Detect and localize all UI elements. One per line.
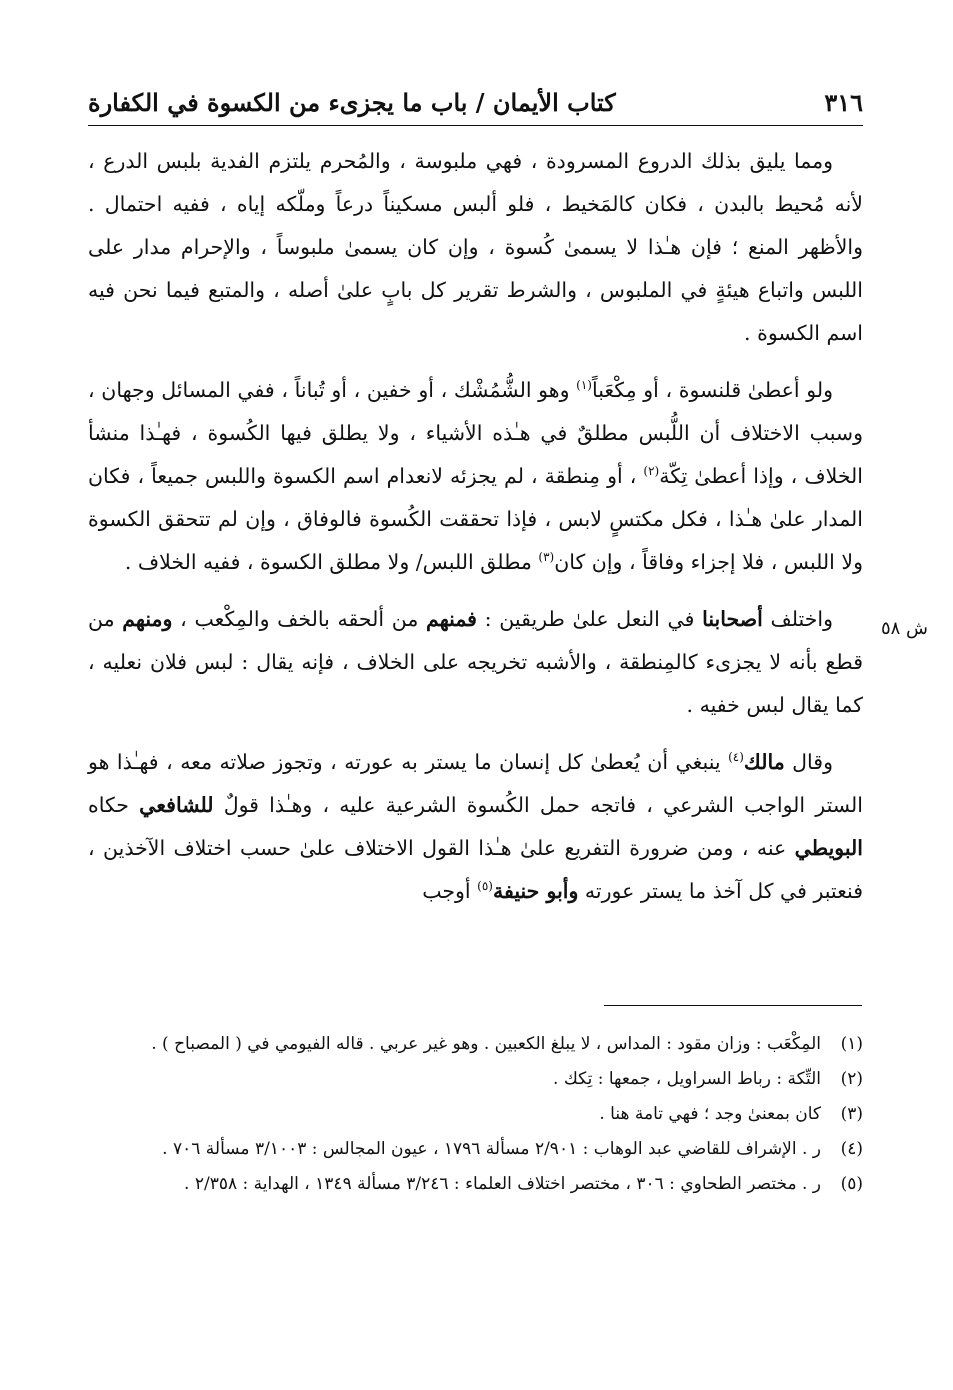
footnote-4 [88, 1135, 863, 1164]
bold-name: البويطي [794, 836, 863, 860]
page-header [88, 80, 863, 126]
footnote-text: ر . مختصر الطحاوي : ٣٠٦ ، مختصر اختلاف العلماء : ٣/٢٤٦ مسألة ١٣٤٩ ، الهداية : ٢/٣٥٨ . [184, 1174, 821, 1194]
footnote-text: المِكْعَب : وزان مقود : المداس ، لا يبلغ الكعبين . وهو غير عربي . قاله الفيومي في ( المصباح ) . [151, 1034, 821, 1054]
text-run: ولو أعطىٰ قلنسوة ، أو مِكْعَباً [591, 378, 834, 402]
bold-term: فمنهم [426, 607, 477, 631]
footnote-ref-4[interactable]: (٤) [728, 750, 744, 765]
footnote-ref-1[interactable]: (١) [576, 378, 592, 393]
text-run: وهو الشُّمُشْك ، أو خفين ، أو تُباناً ، ففي المسائل وجهان ، وسبب الاختلاف أن اللُّبس مطلقٌ في هـٰذه الأشياء ، ولا يطلق فيها الكُسوة ، فهـٰذا منشأ الخلاف ، وإذا أعطىٰ تِكّة [88, 378, 863, 488]
footnote-3 [88, 1100, 863, 1129]
footnote-2 [88, 1065, 863, 1094]
text-run: حكاه [88, 793, 140, 817]
footnote-number: (٥) [840, 1174, 863, 1194]
footnote-text: ر . الإشراف للقاضي عبد الوهاب : ٢/٩٠١ مسألة ١٧٩٦ ، عيون المجالس : ٣/١٠٠٣ مسألة ٧٠٦ . [162, 1139, 821, 1159]
footnotes [88, 1030, 863, 1205]
paragraph-3 [88, 598, 863, 727]
paragraph-4 [88, 741, 863, 913]
text-run: من قطع بأنه لا يجزىء كالمِنطقة ، والأشبه تخريجه على الخلاف ، فإنه يقال : لبس فلان نعليه ، كما يقال لبس خفيه . [88, 607, 863, 717]
footnote-number: (٣) [840, 1104, 863, 1124]
text-run: مطلق اللبس/ ولا مطلق الكسوة ، ففيه الخلاف . [124, 550, 539, 574]
text-run: أوجب [422, 879, 478, 903]
margin-folio-note: ش ٥٨ [880, 618, 928, 639]
text-run: وقال [784, 750, 833, 774]
text-run: من ألحقه بالخف والمِكْعب ، [172, 607, 427, 631]
footnote-ref-2[interactable]: (٢) [643, 464, 660, 479]
bold-name: وأبو حنيفة [492, 879, 579, 903]
text-run: ومما يليق بذلك الدروع المسرودة ، فهي ملبوسة ، والمُحرم يلتزم الفدية بلبس الدرع ، لأنه مُحيط بالبدن ، فكان كالمَخيط ، فلو ألبس مسكيناً درعاً وملّكه إياه ، ففيه احتمال . والأظهر المنع ؛ فإن هـٰذا لا يسمىٰ كُسوة ، وإن كان يسمىٰ ملبوساً ، والإحرام مدار على اللبس واتباع هيئةٍ في الملبوس ، والشرط تقرير كل بابٍ علىٰ أصله ، والمتبع فيما نحن فيه اسم الكسوة . [88, 149, 863, 345]
page-number: ٣١٦ [824, 88, 863, 117]
footnote-number: (٢) [840, 1069, 863, 1089]
footnote-number: (١) [840, 1034, 863, 1054]
paragraph-2 [88, 369, 863, 584]
text-run: ، أو مِنطقة ، لم يجزئه لانعدام اسم الكسوة واللبس جميعاً ، فكان المدار علىٰ هـٰذا ، فكل مكتسٍ لابس ، فإذا تحققت الكُسوة فالوفاق ، وإن لم تتحقق الكسوة ولا اللبس ، فلا إجزاء وفاقاً ، وإن كان [88, 464, 863, 574]
footnote-1 [88, 1030, 863, 1059]
text-run: في النعل علىٰ طريقين : [476, 607, 703, 631]
footnote-5 [88, 1170, 863, 1199]
paragraph-1 [88, 140, 863, 355]
text-run: ينبغي أن يُعطىٰ كل إنسان ما يستر به عورته ، وتجوز صلاته معه ، فهـٰذا هو الستر الواجب الشرعي ، فاتجه حمل الكُسوة الشرعية عليه ، وهـٰذا قولٌ [88, 750, 863, 817]
footnote-number: (٤) [840, 1139, 863, 1159]
bold-name: مالك [743, 750, 785, 774]
footnote-ref-3[interactable]: (٣) [538, 550, 555, 565]
footnote-ref-5[interactable]: (٥) [477, 879, 493, 894]
running-title: كتاب الأيمان / باب ما يجزىء من الكسوة في الكفارة [88, 88, 616, 117]
bold-term: ومنهم [122, 607, 173, 631]
text-run: عنه ، ومن ضرورة التفريع علىٰ هـٰذا القول الاختلاف علىٰ حسب اختلاف الآخذين ، فنعتبر في كل آخذ ما يستر عورته [88, 836, 863, 903]
bold-term: أصحابنا [702, 607, 763, 631]
footnote-text: كان بمعنىٰ وجد ؛ فهي تامة هنا . [599, 1104, 821, 1124]
footnote-separator [604, 1005, 862, 1006]
text-run: واختلف [762, 607, 833, 631]
footnote-text: التِّكة : رباط السراويل ، جمعها : تِكك . [553, 1069, 821, 1089]
main-text [88, 140, 863, 927]
bold-name: للشافعي [139, 793, 214, 817]
